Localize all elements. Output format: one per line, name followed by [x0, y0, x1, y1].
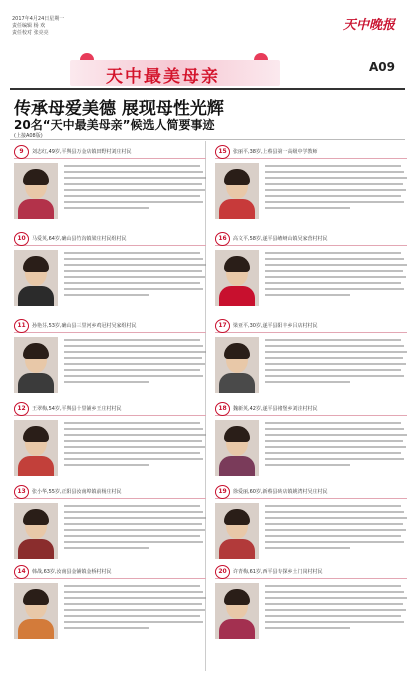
body-text-line	[64, 207, 149, 209]
banner-title: 天中最美母亲	[106, 67, 220, 87]
body-text-line	[64, 177, 206, 179]
candidate-story	[265, 335, 407, 387]
body-text-line	[265, 541, 404, 543]
entry-number: 19	[215, 485, 230, 499]
body-text-line	[64, 603, 202, 605]
body-text-line	[265, 603, 403, 605]
candidate-photo	[14, 337, 58, 393]
body-text-line	[265, 517, 407, 519]
candidate-story	[64, 501, 206, 553]
body-text-line	[265, 351, 407, 353]
body-text-line	[265, 165, 401, 167]
body-text-line	[64, 517, 206, 519]
body-text-line	[64, 165, 200, 167]
body-text-line	[265, 591, 404, 593]
photo-body	[219, 456, 255, 476]
body-text-line	[64, 529, 205, 531]
photo-hair	[23, 589, 49, 605]
entry-number: 14	[14, 565, 29, 579]
body-text-line	[64, 381, 149, 383]
section-banner	[70, 60, 280, 86]
page-subheadline: 20名“天中最美母亲”候选人简要事迹	[14, 118, 215, 132]
photo-body	[219, 286, 255, 306]
entry-number: 9	[14, 145, 29, 159]
body-text-line	[265, 177, 407, 179]
entry-header	[215, 566, 407, 579]
candidate-entry	[14, 320, 206, 333]
body-text-line	[64, 440, 202, 442]
body-text-line	[265, 621, 404, 623]
candidate-entry	[215, 403, 407, 416]
entry-header	[14, 233, 206, 246]
body-text-line	[265, 627, 350, 629]
body-text-line	[64, 597, 206, 599]
body-text-line	[265, 369, 401, 371]
candidate-name: 孙艳芬,53岁,确山县三里河乡鸡冠村吴家组村民	[32, 323, 137, 329]
body-text-line	[64, 422, 200, 424]
candidate-photo	[215, 337, 259, 393]
candidate-photo	[215, 503, 259, 559]
body-text-line	[64, 375, 203, 377]
body-text-line	[64, 183, 202, 185]
body-text-line	[64, 621, 203, 623]
photo-body	[18, 286, 54, 306]
candidate-entry	[215, 320, 407, 333]
entry-header	[14, 320, 206, 333]
newspaper-logo: 天中晚报	[342, 18, 395, 33]
candidate-photo	[215, 250, 259, 306]
photo-hair	[224, 169, 250, 185]
entry-header	[215, 233, 407, 246]
entry-header	[14, 566, 206, 579]
entry-number: 13	[14, 485, 29, 499]
body-text-line	[265, 339, 401, 341]
candidate-entry	[215, 233, 407, 246]
body-text-line	[265, 452, 401, 454]
photo-body	[219, 539, 255, 559]
body-text-line	[64, 288, 203, 290]
body-text-line	[64, 294, 149, 296]
photo-hair	[224, 343, 250, 359]
body-text-line	[265, 505, 401, 507]
body-text-line	[265, 523, 403, 525]
editor-credit: 责任编辑 杨 欢	[12, 23, 46, 29]
candidate-name: 韩战,63岁,汝南县金铺镇金桥村村民	[32, 569, 112, 575]
body-text-line	[64, 452, 200, 454]
candidate-name: 马爱英,64岁,确山县竹沟镇梁庄村民组村民	[32, 236, 127, 242]
photo-hair	[224, 426, 250, 442]
candidate-photo	[215, 583, 259, 639]
candidate-entry	[14, 233, 206, 246]
candidate-entry	[14, 486, 206, 499]
body-text-line	[265, 282, 401, 284]
body-text-line	[64, 357, 202, 359]
entry-number: 17	[215, 319, 230, 333]
body-text-line	[64, 547, 149, 549]
candidate-name: 王翠梅,54岁,平舆县十里铺乡王庄村村民	[32, 406, 122, 412]
entry-header	[215, 486, 407, 499]
candidate-story	[265, 501, 407, 553]
candidate-entry	[14, 403, 206, 416]
body-text-line	[64, 252, 200, 254]
body-text-line	[265, 547, 350, 549]
body-text-line	[64, 195, 200, 197]
entry-number: 12	[14, 402, 29, 416]
photo-hair	[23, 343, 49, 359]
photo-hair	[224, 509, 250, 525]
photo-body	[18, 199, 54, 219]
body-text-line	[265, 276, 406, 278]
candidate-name: 张丽平,38岁,上蔡县第一高级中学教师	[233, 149, 318, 155]
proof-credit: 责任校对 张亮亮	[12, 30, 49, 36]
candidate-entry	[14, 566, 206, 579]
body-text-line	[265, 201, 404, 203]
body-text-line	[64, 428, 203, 430]
body-text-line	[64, 585, 200, 587]
body-text-line	[265, 357, 403, 359]
body-text-line	[265, 270, 403, 272]
candidate-name: 徐爱丽,60岁,新蔡县砖店镇姚湾村吴庄村民	[233, 489, 328, 495]
candidate-story	[64, 248, 206, 300]
body-text-line	[64, 458, 203, 460]
body-text-line	[265, 288, 404, 290]
candidate-story	[265, 161, 407, 213]
body-text-line	[64, 171, 203, 173]
body-text-line	[64, 369, 200, 371]
body-text-line	[265, 446, 406, 448]
body-text-line	[64, 351, 206, 353]
candidate-photo	[14, 250, 58, 306]
body-text-line	[265, 294, 350, 296]
body-text-line	[64, 535, 200, 537]
body-text-line	[265, 434, 407, 436]
candidate-name: 魏新英,42岁,遂平县褚堡乡刘洼村村民	[233, 406, 318, 412]
body-text-line	[265, 615, 401, 617]
candidate-story	[265, 581, 407, 633]
body-text-line	[265, 511, 404, 513]
photo-hair	[23, 426, 49, 442]
body-text-line	[64, 541, 203, 543]
body-text-line	[64, 446, 205, 448]
body-text-line	[64, 609, 205, 611]
candidate-photo	[215, 163, 259, 219]
entry-header	[14, 403, 206, 416]
body-text-line	[265, 428, 404, 430]
body-text-line	[265, 258, 404, 260]
page-headline: 传承母爱美德 展现母性光辉	[14, 99, 224, 119]
page-meta	[12, 16, 64, 37]
photo-hair	[23, 256, 49, 272]
entry-header	[215, 146, 407, 159]
body-text-line	[265, 183, 403, 185]
entry-header	[14, 486, 206, 499]
body-text-line	[64, 282, 200, 284]
body-text-line	[64, 339, 200, 341]
photo-hair	[23, 509, 49, 525]
body-text-line	[265, 535, 401, 537]
photo-body	[219, 619, 255, 639]
entry-header	[14, 146, 206, 159]
candidate-entry	[215, 486, 407, 499]
body-text-line	[64, 276, 205, 278]
body-text-line	[265, 207, 350, 209]
photo-body	[18, 373, 54, 393]
entry-header	[215, 403, 407, 416]
candidate-name: 刘志红,49岁,平舆县万金店镇田野村刘庄村民	[32, 149, 132, 155]
photo-hair	[224, 589, 250, 605]
body-text-line	[64, 258, 203, 260]
photo-body	[219, 199, 255, 219]
candidate-story	[64, 418, 206, 470]
candidate-photo	[14, 503, 58, 559]
candidate-entry	[215, 566, 407, 579]
body-text-line	[64, 264, 206, 266]
page-number: A09	[369, 60, 395, 74]
candidate-entry	[215, 146, 407, 159]
body-text-line	[265, 189, 406, 191]
body-text-line	[64, 511, 203, 513]
body-text-line	[64, 505, 200, 507]
body-text-line	[265, 171, 404, 173]
entry-number: 15	[215, 145, 230, 159]
body-text-line	[265, 609, 406, 611]
candidate-name: 张小华,55岁,正阳县汝南埠镇前杨庄村民	[32, 489, 122, 495]
body-text-line	[265, 252, 401, 254]
body-text-line	[64, 345, 203, 347]
body-text-line	[64, 189, 205, 191]
body-text-line	[265, 363, 406, 365]
body-text-line	[265, 264, 407, 266]
body-text-line	[265, 529, 406, 531]
body-text-line	[265, 597, 407, 599]
body-text-line	[64, 523, 202, 525]
photo-hair	[23, 169, 49, 185]
body-text-line	[265, 422, 401, 424]
body-text-line	[64, 615, 200, 617]
body-text-line	[64, 627, 149, 629]
body-text-line	[265, 195, 401, 197]
section-rule	[10, 139, 405, 140]
candidate-name: 梁亚平,30岁,遂平县阳丰乡吕店村村民	[233, 323, 318, 329]
candidate-photo	[14, 163, 58, 219]
candidate-story	[64, 335, 206, 387]
entry-number: 10	[14, 232, 29, 246]
body-text-line	[265, 440, 403, 442]
entry-number: 20	[215, 565, 230, 579]
body-text-line	[265, 458, 404, 460]
candidate-story	[64, 161, 206, 213]
candidate-entry	[14, 146, 206, 159]
candidate-photo	[14, 420, 58, 476]
body-text-line	[64, 464, 149, 466]
body-text-line	[265, 375, 404, 377]
candidate-story	[64, 581, 206, 633]
body-text-line	[265, 345, 404, 347]
candidate-photo	[215, 420, 259, 476]
continuation-note: (上接A08版)	[14, 133, 43, 139]
entry-number: 11	[14, 319, 29, 333]
candidate-story	[265, 418, 407, 470]
body-text-line	[265, 381, 350, 383]
body-text-line	[64, 434, 206, 436]
header-rule	[10, 88, 405, 90]
body-text-line	[64, 591, 203, 593]
body-text-line	[265, 585, 401, 587]
body-text-line	[265, 464, 350, 466]
photo-body	[18, 619, 54, 639]
body-text-line	[64, 363, 205, 365]
candidate-story	[265, 248, 407, 300]
entry-header	[215, 320, 407, 333]
candidate-name: 高文平,58岁,遂平县嵖岈山镇吴家营村村民	[233, 236, 328, 242]
entry-number: 18	[215, 402, 230, 416]
photo-body	[18, 456, 54, 476]
candidate-photo	[14, 583, 58, 639]
issue-date: 2017年4月24日星期一	[12, 16, 65, 22]
candidate-name: 许青梅,61岁,西平县专探乡土门岗村村民	[233, 569, 323, 575]
photo-body	[219, 373, 255, 393]
photo-body	[18, 539, 54, 559]
body-text-line	[64, 201, 203, 203]
photo-hair	[224, 256, 250, 272]
body-text-line	[64, 270, 202, 272]
entry-number: 16	[215, 232, 230, 246]
